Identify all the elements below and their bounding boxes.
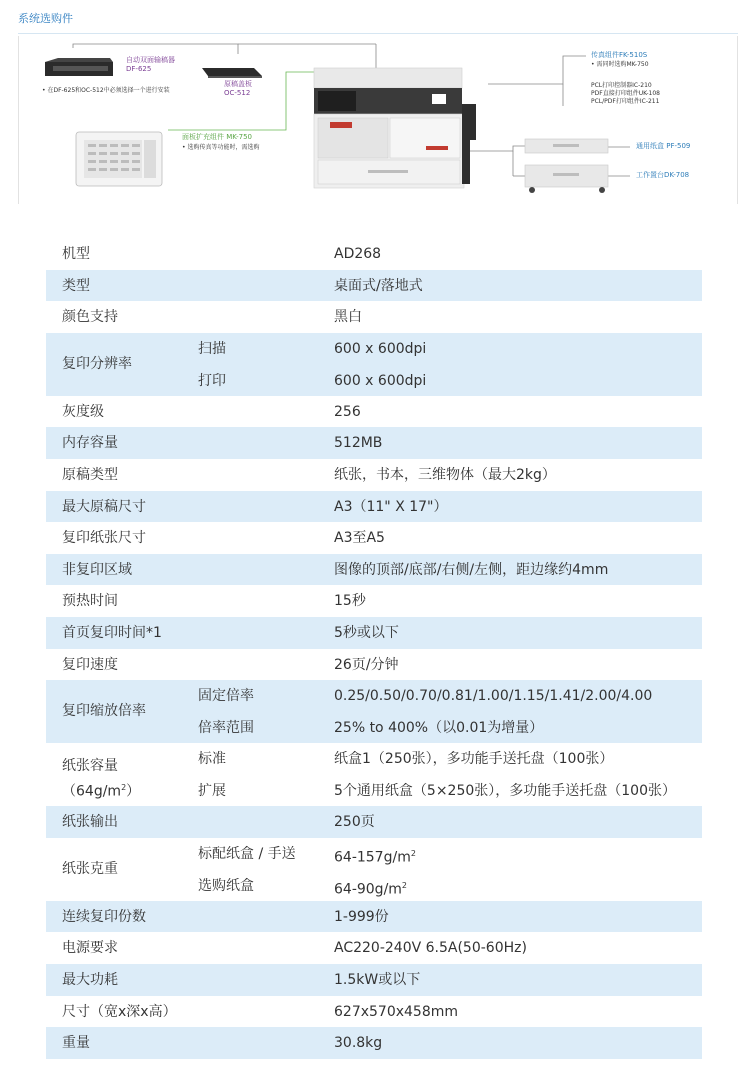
spec-row — [46, 1027, 702, 1059]
spec-sublabel: 扩展 — [198, 783, 226, 800]
print-option-3: PCL/PDF打印组件IC-211 — [591, 98, 660, 105]
spec-row — [46, 680, 702, 743]
spec-row — [46, 649, 702, 681]
spec-sublabel: 标配纸盒 / 手送 — [198, 845, 296, 862]
print-option-2: PDF直接打印组件UK-108 — [591, 90, 661, 97]
spec-label: 电源要求 — [62, 940, 118, 957]
spec-value: AC220-240V 6.5A(50-60Hz) — [334, 940, 527, 957]
spec-sublabel: 标准 — [198, 751, 226, 768]
spec-label: 纸张容量 $(64g/m^2)$ — [62, 758, 141, 800]
mk750-label: 面板扩充组件 MK-750 — [182, 133, 253, 141]
spec-row — [46, 333, 702, 396]
spec-value: 627x570x458mm — [334, 1003, 459, 1020]
spec-label: 机型 — [62, 246, 90, 262]
spec-value: 512MB — [334, 435, 383, 452]
spec-value: A3（11" X 17"） — [334, 498, 448, 515]
spec-row — [46, 617, 702, 649]
panel-kit-image — [76, 132, 162, 186]
spec-label: 复印速度 — [62, 656, 118, 673]
spec-row — [46, 238, 702, 270]
spec-value: 1.5kW或以下 — [334, 971, 421, 988]
options-diagram — [18, 36, 738, 204]
spec-value: $64-157g/m^2$ — [334, 848, 416, 866]
df625-label: 自动双面输稿器 DF-625 — [126, 56, 175, 73]
spec-value: 1-999份 — [334, 908, 389, 925]
spec-sublabel: 选购纸盒 — [198, 877, 254, 894]
spec-label: 复印缩放倍率 — [62, 703, 146, 720]
spec-value: 黑白 — [334, 309, 362, 326]
title-divider — [18, 33, 738, 34]
dk708-label: 工作置台DK-708 — [636, 171, 690, 179]
option-note: • 在DF-625和OC-512中必须选择一个进行安装 — [42, 87, 170, 94]
spec-value: 5秒或以下 — [334, 624, 399, 641]
spec-value: 600 x 600dpi — [334, 340, 427, 357]
spec-value: 图像的顶部/底部/右侧/左侧，距边缘约4mm — [334, 561, 609, 578]
spec-sublabel: 扫描 — [198, 340, 226, 357]
spec-value: 15秒 — [334, 593, 366, 610]
section-title: 系统选购件 — [18, 12, 73, 25]
spec-value: $64-90g/m^2$ — [334, 880, 408, 898]
spec-label: 非复印区域 — [62, 561, 132, 578]
document-feeder-image — [45, 58, 113, 76]
spec-row — [46, 901, 702, 933]
spec-sublabel: 固定倍率 — [198, 688, 254, 705]
original-cover-image — [202, 68, 262, 78]
paper-feeder-image — [525, 139, 608, 153]
print-option-1: PCL打印控制器IC-210 — [591, 82, 652, 89]
spec-value: 纸张，书本，三维物体（最大2kg） — [334, 466, 556, 483]
spec-value: 5个通用纸盒（5×250张），多功能手送托盘（100张） — [334, 783, 676, 800]
spec-value: 26页/分钟 — [334, 656, 399, 673]
spec-value: 256 — [334, 403, 361, 420]
spec-label: 颜色支持 — [62, 309, 118, 326]
spec-row — [46, 743, 702, 806]
copier-image — [314, 68, 476, 188]
desk-image — [525, 165, 608, 193]
spec-label: 尺寸（宽x深x高） — [62, 1003, 177, 1020]
spec-label: 类型 — [62, 277, 90, 294]
spec-row — [46, 554, 702, 586]
spec-label: 原稿类型 — [62, 466, 118, 483]
spec-row — [46, 427, 702, 459]
spec-row — [46, 301, 702, 333]
spec-label: 纸张克重 — [62, 860, 118, 877]
spec-value: 30.8kg — [334, 1035, 383, 1052]
spec-value: 25% to 400%（以0.01为增量） — [334, 720, 544, 737]
spec-table — [46, 238, 702, 1059]
spec-value: 纸盒1（250张），多功能手送托盘（100张） — [334, 751, 614, 768]
mk750-note: • 选购传真等功能时，需选购 — [182, 144, 260, 151]
spec-label: 内存容量 — [62, 435, 118, 452]
spec-row — [46, 522, 702, 554]
spec-row — [46, 806, 702, 838]
fk510s-note: • 需同时选购MK-750 — [591, 61, 649, 68]
spec-row — [46, 585, 702, 617]
spec-label: 最大功耗 — [62, 971, 118, 988]
spec-row — [46, 932, 702, 964]
spec-row — [46, 459, 702, 491]
fk510s-label: 传真组件FK-510S — [591, 51, 648, 59]
spec-value: 600 x 600dpi — [334, 372, 427, 389]
spec-label: 最大原稿尺寸 — [62, 498, 146, 515]
spec-value: AD268 — [334, 246, 382, 262]
spec-sublabel: 打印 — [198, 372, 226, 389]
spec-row — [46, 396, 702, 428]
spec-row — [46, 491, 702, 523]
spec-label: 纸张输出 — [62, 814, 118, 831]
spec-label: 首页复印时间*1 — [62, 624, 162, 641]
spec-row — [46, 838, 702, 901]
spec-value: 250页 — [334, 814, 375, 831]
spec-value: A3至A5 — [334, 530, 385, 547]
spec-label: 灰度级 — [62, 403, 104, 420]
pf509-label: 通用纸盒 PF-509 — [636, 142, 691, 150]
spec-row — [46, 964, 702, 996]
spec-label: 复印分辨率 — [62, 355, 132, 372]
spec-label: 连续复印份数 — [62, 908, 146, 925]
spec-value: 0.25/0.50/0.70/0.81/1.00/1.15/1.41/2.00/4.00 — [334, 688, 653, 705]
spec-label: 预热时间 — [62, 593, 118, 610]
oc512-label: 原稿盖板 OC-512 — [224, 80, 252, 97]
spec-row — [46, 270, 702, 302]
spec-label: 重量 — [62, 1035, 90, 1052]
spec-value: 桌面式/落地式 — [334, 277, 423, 294]
spec-row — [46, 996, 702, 1028]
spec-label: 复印纸张尺寸 — [62, 530, 146, 547]
spec-sublabel: 倍率范围 — [198, 720, 254, 737]
